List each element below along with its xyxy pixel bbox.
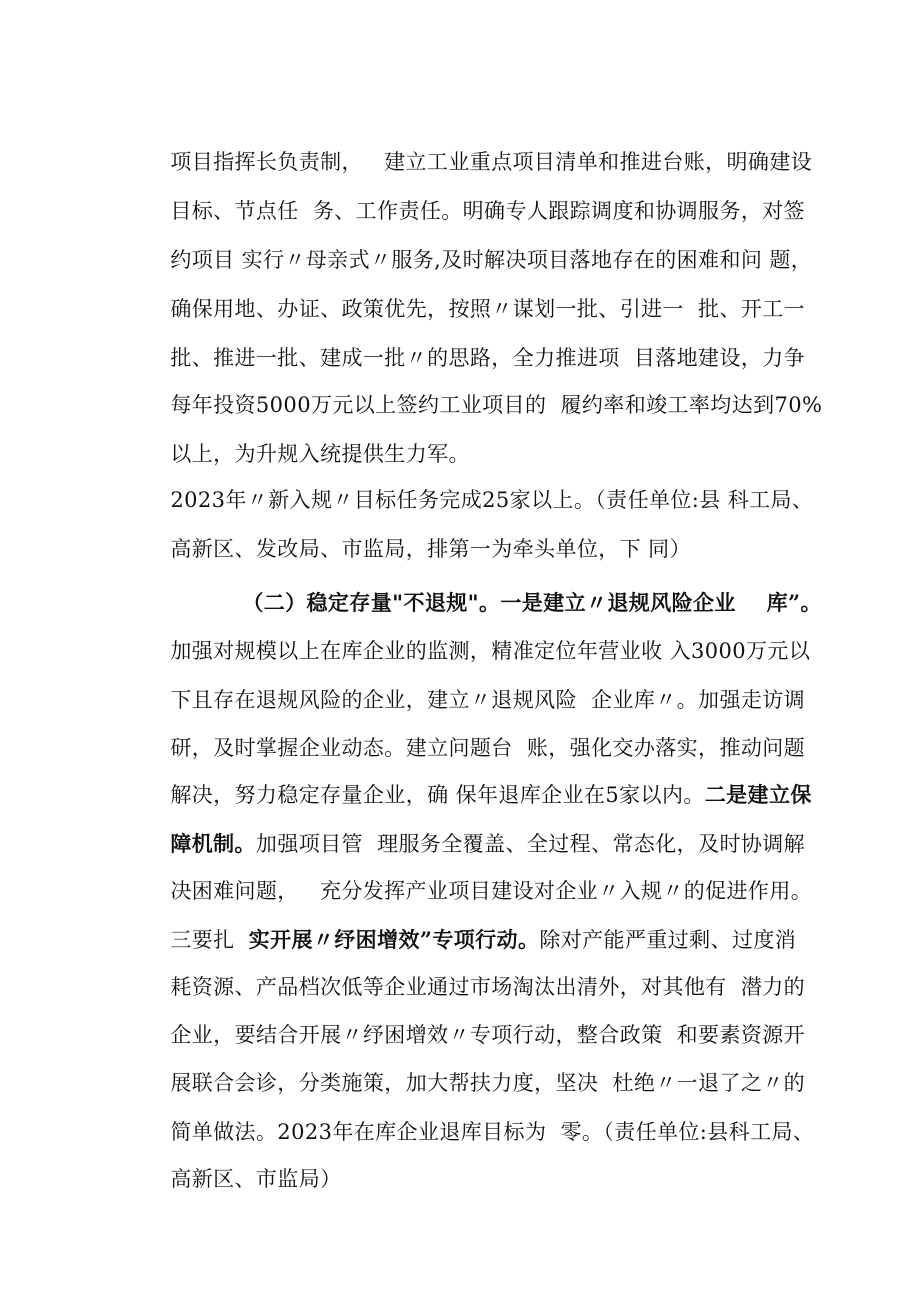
text-run: 耗资源、产品档次低等企业通过市场淘汰出清外，对其他有 潜力的	[170, 975, 806, 999]
text-run: 除对产能严重过剩、过度消	[539, 928, 797, 952]
text-run: 高新区、发改局、市监局，排第一为牵头单位，下 同）	[170, 537, 691, 561]
text-run: 确保用地、办证、政策优先，按照〃谋划一批、引进一 批、开工一	[170, 297, 806, 321]
text-run: 研，及时掌握企业动态。建立问题台 账，强化交办落实，推动问题	[170, 736, 806, 760]
text-run: 每年投资5000万元以上签约工业项目的 履约率和竣工率均达到70%	[170, 393, 823, 417]
text-run: 2023年〃新入规〃目标任务完成25家以上。（责任单位:县 科工局、	[170, 488, 814, 512]
text-run: 目标、节点任 务、工作责任。明确专人跟踪调度和协调服务，对签	[170, 199, 806, 223]
text-run: 加强项目管 理服务全覆盖、全过程、常态化，及时协调解	[255, 832, 806, 856]
text-run: 解决，努力稳定存量企业，确 保年退库企业在5家以内。	[170, 783, 705, 807]
text-run: 三要扎	[170, 928, 249, 952]
text-run: 高新区、市监局）	[170, 1167, 342, 1191]
bold-text-run: 实开展〃纾困增效”专项行动。	[248, 927, 540, 952]
text-run: 下且存在退规风险的企业，建立〃退规风险 企业库〃。加强走访调	[170, 688, 806, 712]
text-run: 简单做法。2023年在库企业退库目标为 零。（责任单位:县科工局、	[170, 1120, 815, 1144]
text-line	[142, 1134, 342, 1224]
text-run: 约项目 实行〃母亲式〃服务,及时解决项目落地存在的困难和问 题，	[170, 248, 813, 272]
text-run: 展联合会诊，分类施策，加大帮扶力度，坚决 杜绝〃一退了之〃的	[170, 1071, 806, 1095]
text-run: （二）稳定存量"不退规"。一是建立〃退规风险企业 库”。	[242, 590, 822, 615]
bold-text-run: 二是建立保	[704, 782, 812, 807]
text-run: 项目指挥长负责制， 建立工业重点项目清单和推进台账，明确建设	[170, 150, 813, 174]
text-run: 加强对规模以上在库企业的监测，精准定位年营业收 入3000万元以	[170, 639, 811, 663]
text-run: 以上，为升规入统提供生力军。	[170, 442, 470, 466]
text-run: 批、推进一批、建成一批〃的思路，全力推进项 目落地建设，力争	[170, 346, 806, 370]
text-run: 企业，要结合开展〃纾困增效〃专项行动，整合政策 和要素资源开	[170, 1023, 806, 1047]
bold-text-run: 障机制。	[170, 831, 256, 856]
text-run: 决困难问题， 充分发挥产业项目建设对企业〃入规〃的促进作用。	[170, 879, 813, 903]
